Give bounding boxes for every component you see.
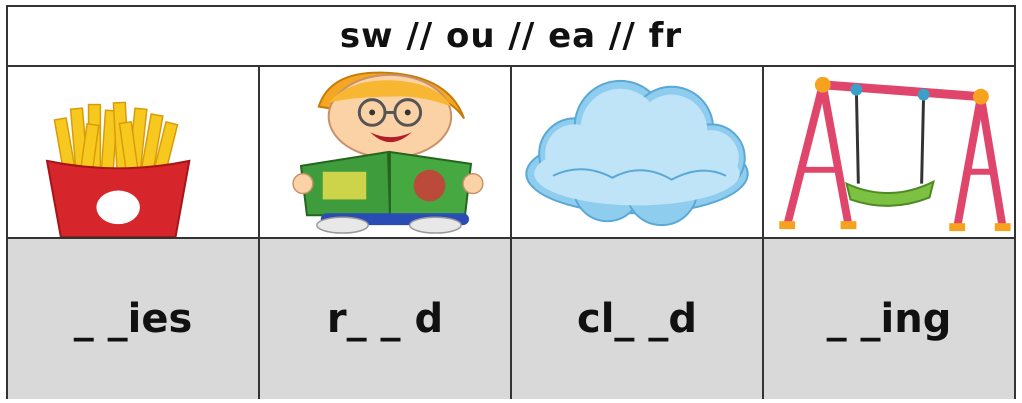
word-cell-swing: _ _ing (826, 296, 952, 342)
worksheet-title: sw // ou // ea // fr (8, 7, 1014, 67)
word-cell-fries: _ _ies (8, 239, 260, 399)
swing-set-icon (764, 67, 1014, 237)
word-row (8, 239, 1014, 399)
worksheet-table (6, 5, 1016, 399)
picture-cell-read (260, 67, 512, 237)
picture-cell-swing (764, 67, 1014, 237)
cloud-icon (512, 67, 762, 237)
picture-cell-fries (8, 67, 260, 237)
picture-row (8, 67, 1014, 239)
boy-reading-book-icon (260, 67, 510, 237)
word-cell-read: r_ _ d (260, 239, 512, 399)
french-fries-icon (8, 67, 258, 237)
word-cell-cloud: cl_ _d (512, 239, 764, 399)
picture-cell-cloud (512, 67, 764, 237)
